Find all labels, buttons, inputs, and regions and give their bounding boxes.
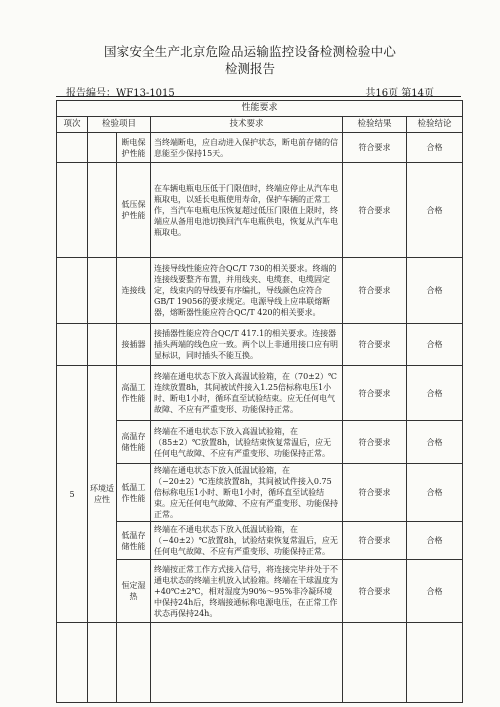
col-header-result: 检验结果 (343, 117, 407, 133)
requirement-text: 终端在通电状态下放入高温试验箱，在（70±2）℃连续放置8h，其间被试件接入1.25倍标称电压1小时、断电1小时，循环直至试验结束。应无任何电气故障、不应有严重变形、功能保持正常。 (151, 366, 343, 421)
item-name: 低温工作性能 (117, 464, 151, 522)
result-cell: 符合要求 (343, 133, 407, 163)
requirement-text: 在车辆电瓶电压低于门限值时，终端应停止从汽车电瓶取电，以延长电瓶使用寿命，保护车辆的正常工作，当汽车电瓶电压恢复超过低压门限值上限时，终端应从备用电池切换回汽车电瓶供电，恢复从汽车电瓶取电。 (151, 163, 343, 258)
result-cell: 符合要求 (343, 163, 407, 258)
item-name: 高温存储性能 (117, 421, 151, 464)
section-title: 性能要求 (57, 101, 463, 117)
result-cell: 符合要求 (343, 324, 407, 366)
table-row (57, 560, 463, 623)
result-cell: 符合要求 (343, 258, 407, 324)
requirement-text: 接插器性能应符合QC/T 417.1的相关要求。连接器插头两端的线色应一致。两个以上非通用接口应有明显标识，同时插头不能互换。 (151, 324, 343, 366)
conclusion-cell: 合格 (407, 464, 463, 522)
conclusion-cell: 合格 (407, 366, 463, 421)
item-name: 高温工作性能 (117, 366, 151, 421)
requirement-text: 终端在不通电状态下放入高温试验箱，在（85±2）℃放置8h，试验结束恢复常温后，应无任何电气故障、不应有严重变形、功能保持正常。 (151, 421, 343, 464)
result-cell: 符合要求 (343, 522, 407, 560)
table-row (57, 258, 463, 324)
performance-table (56, 100, 463, 703)
page-count: 共16页 第14页 (365, 88, 434, 99)
item-name: 低温存储性能 (117, 522, 151, 560)
col-header-item: 检验项目 (88, 117, 151, 133)
table-row (57, 421, 463, 464)
table-row (57, 133, 463, 163)
conclusion-cell: 合格 (407, 163, 463, 258)
item-name: 连接线 (117, 258, 151, 324)
report-number: 报告编号：WF13-1015 (66, 88, 175, 99)
group-name: 环境适应性 (88, 366, 117, 623)
requirement-text: 终端在通电状态下放入低温试验箱，在（−20±2）℃连续放置8h，其间被试件接入0.75倍标称电压1小时、断电1小时，循环直至试验结束。应无任何电气故障、不应有严重变形、功能保持正常。 (151, 464, 343, 522)
requirement-text: 连接导线性能应符合QC/T 730的相关要求。终端的连接线要整齐布置，并用线夹、电缆套、电缆固定定，线束内的导线要有序编扎，导线颜色应符合GB/T 19056的要求规定。电源导线上应串联熔断器，熔断器性能应符合QC/T 420的相关要求。 (151, 258, 343, 324)
result-cell: 符合要求 (343, 421, 407, 464)
item-name: 恒定湿热 (117, 560, 151, 623)
requirement-text: 终端按正常工作方式接入信号，将连接完毕并处于不通电状态的终端主机放入试验箱。终端在干球温度为+40℃±2℃，相对湿度为90%～95%非冷凝环境中保持24h后，终端接通标称电源电压，在正常工作状态再保持24h。 (151, 560, 343, 623)
requirement-text: 当终端断电，应自动进入保护状态，断电前存储的信息能至少保持15天。 (151, 133, 343, 163)
result-cell: 符合要求 (343, 560, 407, 623)
header-rule (56, 96, 461, 97)
document-title: 检测报告 (224, 61, 275, 76)
table-row (57, 324, 463, 366)
group-number: 5 (57, 366, 88, 623)
conclusion-cell: 合格 (407, 133, 463, 163)
item-name: 低压保护性能 (117, 163, 151, 258)
organization-title: 国家安全生产北京危险品运输监控设备检测检验中心 (103, 44, 397, 59)
conclusion-cell: 合格 (407, 560, 463, 623)
conclusion-cell: 合格 (407, 258, 463, 324)
table-row (57, 522, 463, 560)
table-row (57, 163, 463, 258)
empty-row (57, 623, 463, 703)
requirement-text: 终端在不通电状态下放入低温试验箱，在（−40±2）℃放置8h，试验结束恢复常温后，应无任何电气故障、不应有严重变形、功能保持正常。 (151, 522, 343, 560)
item-name: 断电保护性能 (117, 133, 151, 163)
conclusion-cell: 合格 (407, 421, 463, 464)
table-row (57, 366, 463, 421)
col-header-no: 项次 (57, 117, 88, 133)
conclusion-cell: 合格 (407, 324, 463, 366)
table-row (57, 464, 463, 522)
col-header-conclusion: 检验结论 (407, 117, 463, 133)
item-name: 接插器 (117, 324, 151, 366)
result-cell: 符合要求 (343, 366, 407, 421)
col-header-requirement: 技术要求 (151, 117, 343, 133)
conclusion-cell: 合格 (407, 522, 463, 560)
result-cell: 符合要求 (343, 464, 407, 522)
